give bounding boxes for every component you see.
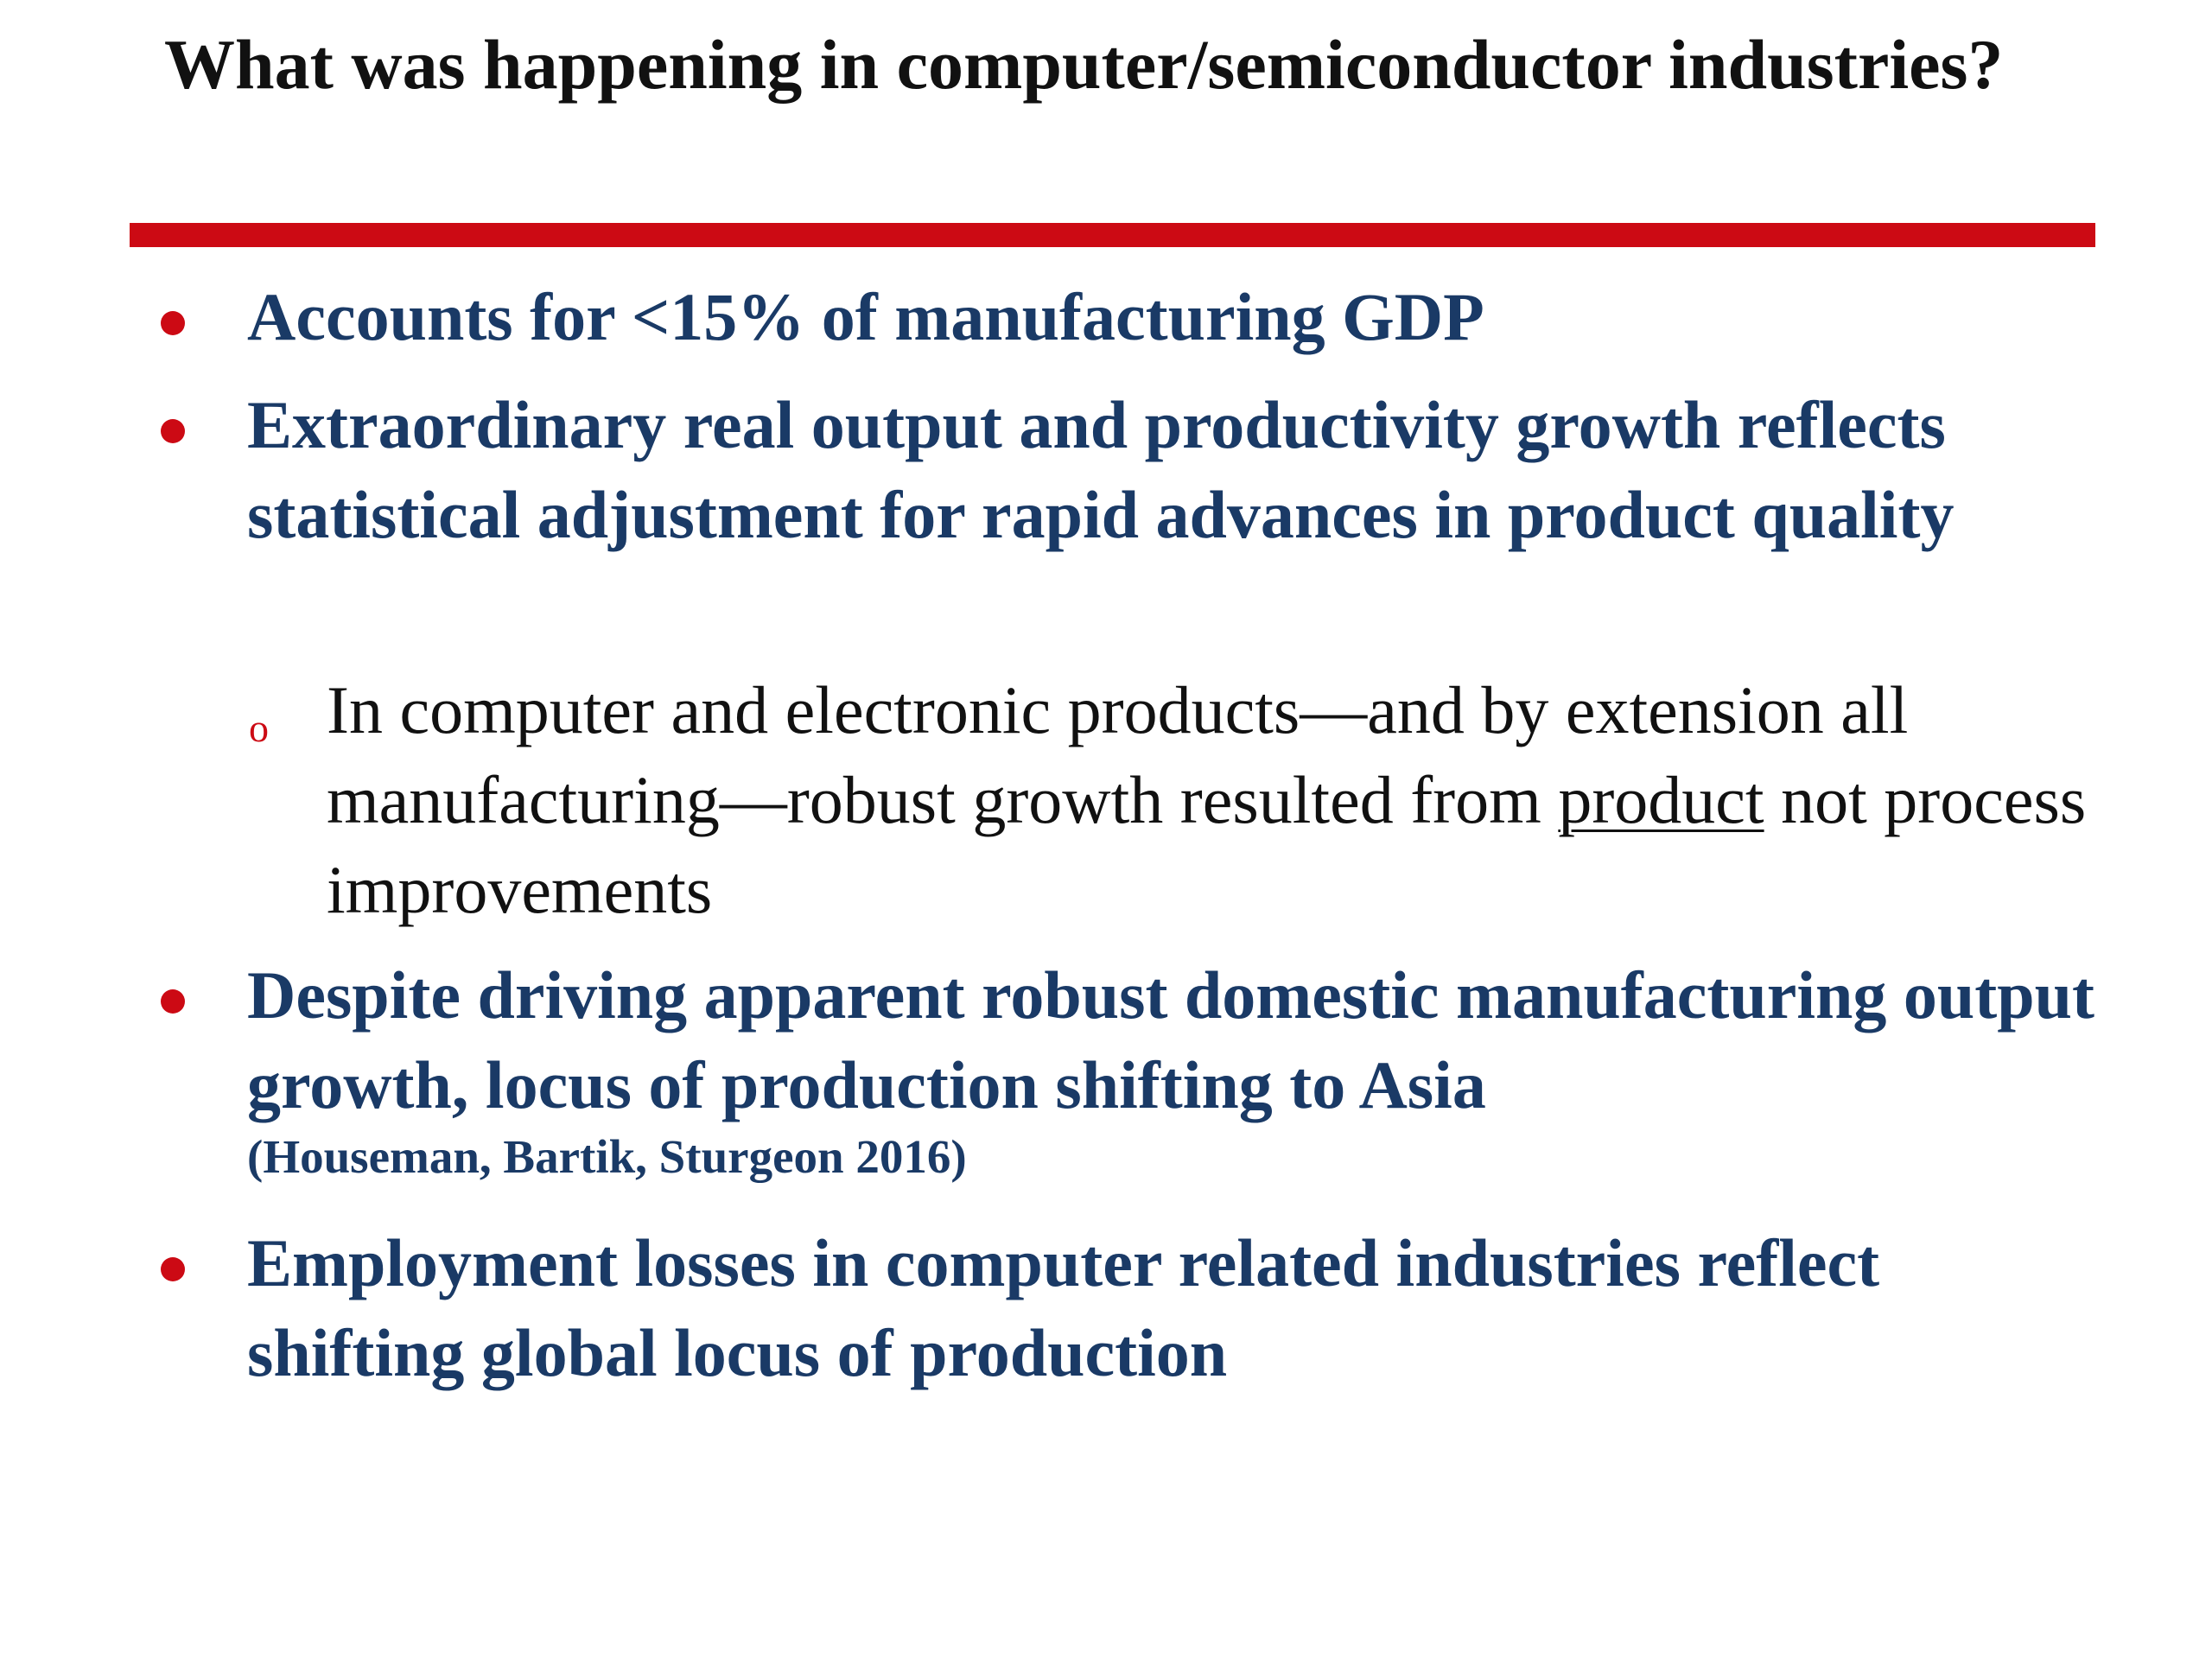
bullet-dot-icon	[161, 1257, 185, 1281]
hollow-circle-icon: o	[249, 706, 269, 750]
bullet-text: Accounts for <15% of manufacturing GDP	[247, 279, 1484, 354]
sub-bullet-text-start: In computer and electronic products—and by extension all manufacturing—robust growth resulted from	[327, 672, 1909, 837]
bullet-text: Extraordinary real output and productivity growth reflects statistical adjustment for rapid advances in product quality	[247, 387, 1955, 552]
bullet-dot-icon	[161, 989, 185, 1014]
bullet-dot-icon	[161, 419, 185, 443]
bullet-text: Employment losses in computer related industries reflect shifting global locus of production	[247, 1225, 1880, 1390]
citation: (Houseman, Bartik, Sturgeon 2016)	[247, 1130, 967, 1183]
sub-bullet-item	[249, 665, 2098, 935]
bullet-text: Despite driving apparent robust domestic manufacturing output growth, locus of production shifting to Asia	[247, 957, 2094, 1122]
underlined-word: product	[1558, 762, 1764, 837]
sub-bullet-text-end: not process improvements	[327, 762, 2087, 927]
bullet-dot-icon	[161, 311, 185, 335]
bullet-item	[247, 272, 2113, 362]
slide-title: What was happening in computer/semiconductor industries?	[164, 25, 2004, 104]
bullet-item	[247, 950, 2113, 1187]
bullet-item	[247, 380, 2113, 560]
bullet-item	[247, 1218, 2113, 1398]
sub-bullet-text	[327, 665, 2098, 935]
